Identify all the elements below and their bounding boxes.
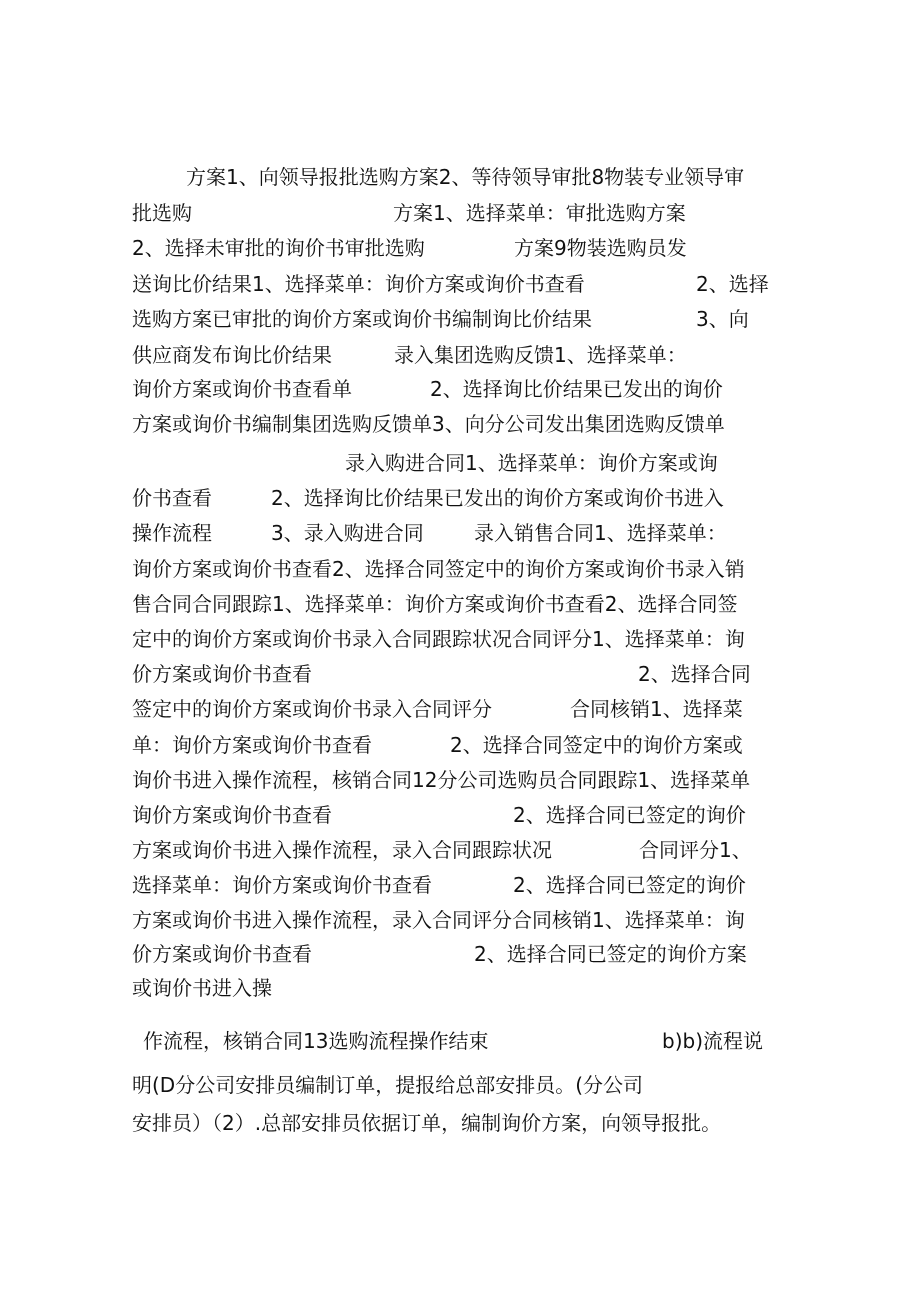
text-line-19 xyxy=(132,800,792,830)
text-segment: 价方案或询价书查看 xyxy=(132,942,312,966)
text-segment: 2、选择 xyxy=(696,272,769,296)
text-segment: 选择菜单：询价方案或询价书查看 xyxy=(132,873,432,897)
text-line-3 xyxy=(132,233,792,263)
text-segment: 方案或询价书编制集团选购反馈单3、向分公司发出集团选购反馈单 xyxy=(132,412,725,436)
text-segment: 价方案或询价书查看 xyxy=(132,662,312,686)
text-line-1 xyxy=(132,162,792,192)
text-line-7 xyxy=(132,374,792,404)
text-segment: 方案9物装选购员发 xyxy=(514,236,687,260)
text-line-16 xyxy=(132,694,792,724)
text-line-2 xyxy=(132,198,792,228)
text-segment: 操作流程 xyxy=(132,521,212,545)
text-segment: 明(D分公司安排员编制订单，提报给总部安排员。(分公司 xyxy=(132,1073,644,1097)
text-segment: b)b)流程说 xyxy=(662,1029,763,1053)
text-line-14 xyxy=(132,624,792,654)
text-segment: 签定中的询价方案或询价书录入合同评分 xyxy=(132,697,492,721)
text-line-27 xyxy=(132,1108,792,1138)
text-line-23 xyxy=(132,939,792,969)
text-line-26 xyxy=(132,1070,792,1100)
text-segment: 2、选择合同已签定的询价 xyxy=(513,803,746,827)
text-segment: 合同评分1、 xyxy=(639,838,752,862)
text-segment: 2、选择询比价结果已发出的询价 xyxy=(430,377,723,401)
text-line-15 xyxy=(132,659,792,689)
text-segment: 作流程，核销合同13选购流程操作结束 xyxy=(143,1029,489,1053)
text-segment: 2、选择询比价结果已发出的询价方案或询价书进入 xyxy=(271,486,724,510)
text-line-10 xyxy=(132,483,792,513)
text-segment: 单：询价方案或询价书查看 xyxy=(132,733,372,757)
text-segment: 安排员）（2）.总部安排员依据订单，编制询价方案，向领导报批。 xyxy=(132,1111,722,1135)
text-segment: 售合同合同跟踪1、选择菜单：询价方案或询价书查看2、选择合同签 xyxy=(132,592,738,616)
text-line-18 xyxy=(132,765,792,795)
text-segment: 2、选择合同已签定的询价方案 xyxy=(474,942,747,966)
text-segment: 方案1、选择菜单：审批选购方案 xyxy=(393,201,686,225)
text-segment: 3、录入购进合同 xyxy=(271,521,424,545)
text-line-17 xyxy=(132,730,792,760)
text-segment: 2、选择合同 xyxy=(638,662,751,686)
text-segment: 询价方案或询价书查看 xyxy=(132,803,332,827)
text-segment: 供应商发布询比价结果 xyxy=(132,343,332,367)
text-segment: 方案或询价书进入操作流程，录入合同评分合同核销1、选择菜单：询 xyxy=(132,908,745,932)
text-segment: 录入集团选购反馈1、选择菜单： xyxy=(394,343,687,367)
text-segment: 定中的询价方案或询价书录入合同跟踪状况合同评分1、选择菜单：询 xyxy=(132,627,745,651)
text-segment: 3、向 xyxy=(696,307,749,331)
text-segment: 方案1、向领导报批选购方案2、等待领导审批8物装专业领导审 xyxy=(186,165,745,189)
text-segment: 询价方案或询价书查看单 xyxy=(132,377,352,401)
text-line-24 xyxy=(132,973,792,1003)
text-line-25 xyxy=(132,1026,792,1056)
text-line-4 xyxy=(132,269,792,299)
text-segment: 方案或询价书进入操作流程，录入合同跟踪状况 xyxy=(132,838,552,862)
text-line-21 xyxy=(132,870,792,900)
text-segment: 2、选择合同已签定的询价 xyxy=(513,873,746,897)
text-line-11 xyxy=(132,518,792,548)
text-segment: 送询比价结果1、选择菜单：询价方案或询价书查看 xyxy=(132,272,585,296)
text-segment: 批选购 xyxy=(132,201,192,225)
text-segment: 选购方案已审批的询价方案或询价书编制询比价结果 xyxy=(132,307,592,331)
text-line-9 xyxy=(132,448,792,478)
text-line-20 xyxy=(132,835,792,865)
text-segment: 价书查看 xyxy=(132,486,212,510)
text-segment: 询价方案或询价书查看2、选择合同签定中的询价方案或询价书录入销 xyxy=(132,557,745,581)
text-line-6 xyxy=(132,340,792,370)
text-line-12 xyxy=(132,554,792,584)
text-line-5 xyxy=(132,304,792,334)
text-segment: 录入购进合同1、选择菜单：询价方案或询 xyxy=(345,451,718,475)
text-segment: 2、选择合同签定中的询价方案或 xyxy=(450,733,743,757)
text-line-22 xyxy=(132,905,792,935)
text-line-13 xyxy=(132,589,792,619)
text-segment: 2、选择未审批的询价书审批选购 xyxy=(132,236,425,260)
text-segment: 或询价书进入操 xyxy=(132,976,272,1000)
text-segment: 询价书进入操作流程，核销合同12分公司选购员合同跟踪1、选择菜单 xyxy=(132,768,751,792)
text-segment: 录入销售合同1、选择菜单： xyxy=(474,521,727,545)
text-segment: 合同核销1、选择菜 xyxy=(570,697,743,721)
text-line-8 xyxy=(132,409,792,439)
